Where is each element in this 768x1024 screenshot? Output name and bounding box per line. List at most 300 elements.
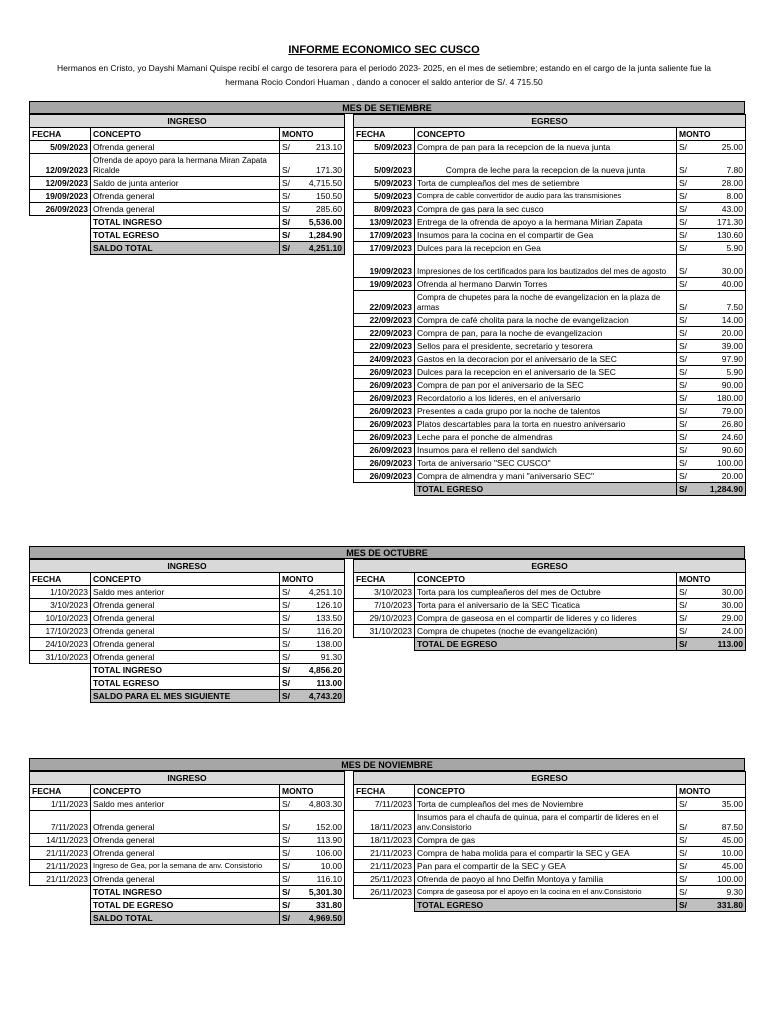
currency-cell: S/	[280, 216, 296, 229]
empty-cell	[354, 483, 415, 496]
concepto-cell: Insumos para el chaufa de quinua, para el compartir de lideres en el anv.Consistorio	[415, 811, 677, 834]
fecha-cell: 10/10/2023	[30, 612, 91, 625]
monto-cell: 8.00	[698, 190, 746, 203]
total-row	[30, 690, 345, 703]
monto-cell: 171.30	[296, 154, 345, 177]
empty-cell	[30, 899, 91, 912]
currency-cell: S/	[280, 677, 296, 690]
group-header: INGRESO	[30, 772, 345, 785]
monto-cell: 116.10	[296, 873, 345, 886]
table-row	[354, 203, 746, 216]
group-header-row	[354, 115, 746, 128]
fecha-cell: 19/09/2023	[354, 255, 415, 278]
currency-cell: S/	[280, 203, 296, 216]
table-row	[354, 612, 746, 625]
fecha-cell: 5/09/2023	[30, 141, 91, 154]
table-row	[354, 216, 746, 229]
concepto-cell: Torta de cumpleaños del mes de Noviembre	[415, 798, 677, 811]
monto-cell: 45.00	[698, 860, 746, 873]
total-value: 1,284.90	[698, 483, 746, 496]
concepto-cell: Recordatorio a los lideres, en el aniversario	[415, 392, 677, 405]
ingreso-column	[29, 559, 344, 703]
column-header-row	[30, 128, 345, 141]
concepto-cell: Compra de almendra y mani "aniversario SEC"	[415, 470, 677, 483]
fecha-cell: 19/09/2023	[30, 190, 91, 203]
table-row	[354, 291, 746, 314]
table-row	[30, 811, 345, 834]
header-concepto: CONCEPTO	[415, 128, 677, 141]
currency-cell: S/	[677, 638, 698, 651]
table-row	[354, 340, 746, 353]
fecha-cell: 26/09/2023	[354, 366, 415, 379]
monto-cell: 45.00	[698, 834, 746, 847]
monto-cell: 5.90	[698, 242, 746, 255]
concepto-cell: Saldo mes anterior	[91, 798, 280, 811]
table-row	[354, 599, 746, 612]
fecha-cell: 22/09/2023	[354, 327, 415, 340]
monto-cell: 14.00	[698, 314, 746, 327]
currency-cell: S/	[677, 625, 698, 638]
total-label: SALDO TOTAL	[91, 912, 280, 925]
table-row	[354, 229, 746, 242]
total-label: SALDO PARA EL MES SIGUIENTE	[91, 690, 280, 703]
total-value: 1,284.90	[296, 229, 345, 242]
empty-cell	[354, 638, 415, 651]
table-row	[354, 457, 746, 470]
concepto-cell: Torta de aniversario "SEC CUSCO"	[415, 457, 677, 470]
total-row	[30, 216, 345, 229]
fecha-cell: 1/11/2023	[30, 798, 91, 811]
empty-cell	[354, 899, 415, 912]
currency-cell: S/	[677, 154, 698, 177]
table-row	[30, 177, 345, 190]
intro-line-1: Hermanos en Cristo, yo Dayshi Mamani Quispe recibí el cargo de tesorera para el periodo 2023- 2025, en el mes de setiembre; estando en el cargo de la junta saliente fue la	[57, 63, 711, 73]
concepto-cell: Ofrenda al hermano Darwin Torres	[415, 278, 677, 291]
concepto-cell: Compra de cable convertidor de audio para las transmisiones	[415, 190, 677, 203]
monto-cell: 28.00	[698, 177, 746, 190]
concepto-cell: Compra de chupetes (noche de evangelización)	[415, 625, 677, 638]
table-row	[354, 625, 746, 638]
total-value: 4,743.20	[296, 690, 345, 703]
monto-cell: 24.00	[698, 625, 746, 638]
table-row	[354, 366, 746, 379]
fecha-cell: 26/09/2023	[354, 392, 415, 405]
monto-cell: 171.30	[698, 216, 746, 229]
fecha-cell: 21/11/2023	[354, 860, 415, 873]
monto-cell: 5.90	[698, 366, 746, 379]
table-row	[354, 392, 746, 405]
currency-cell: S/	[677, 141, 698, 154]
fecha-cell: 18/11/2023	[354, 834, 415, 847]
monto-cell: 90.00	[698, 379, 746, 392]
currency-cell: S/	[677, 899, 698, 912]
concepto-cell: Insumos para la cocina en el compartir de Gea	[415, 229, 677, 242]
monto-cell: 9.30	[698, 886, 746, 899]
header-concepto: CONCEPTO	[415, 573, 677, 586]
currency-cell: S/	[280, 912, 296, 925]
table-row	[30, 586, 345, 599]
currency-cell: S/	[677, 379, 698, 392]
monto-cell: 30.00	[698, 586, 746, 599]
monto-cell: 180.00	[698, 392, 746, 405]
concepto-cell: Ofrenda general	[91, 847, 280, 860]
fecha-cell: 17/09/2023	[354, 242, 415, 255]
table-row	[354, 586, 746, 599]
intro-paragraph	[40, 61, 728, 89]
table-row	[30, 873, 345, 886]
currency-cell: S/	[280, 586, 296, 599]
group-header: EGRESO	[354, 115, 746, 128]
currency-cell: S/	[280, 651, 296, 664]
monto-cell: 130.60	[698, 229, 746, 242]
concepto-cell: Sellos para el presidente, secretario y tesorera	[415, 340, 677, 353]
table-row	[354, 847, 746, 860]
concepto-cell: Leche para el ponche de almendras	[415, 431, 677, 444]
currency-cell: S/	[280, 625, 296, 638]
header-concepto: CONCEPTO	[91, 128, 280, 141]
egreso-table	[353, 559, 746, 651]
group-header-row	[354, 772, 746, 785]
header-fecha: FECHA	[354, 573, 415, 586]
currency-cell: S/	[677, 255, 698, 278]
fecha-cell: 8/09/2023	[354, 203, 415, 216]
currency-cell: S/	[677, 392, 698, 405]
total-row	[30, 242, 345, 255]
concepto-cell: Ofrenda general	[91, 612, 280, 625]
ingreso-column	[29, 114, 344, 255]
monto-cell: 97.90	[698, 353, 746, 366]
monto-cell: 126.10	[296, 599, 345, 612]
currency-cell: S/	[280, 847, 296, 860]
fecha-cell: 5/09/2023	[354, 154, 415, 177]
concepto-cell: Compra de gaseosa en el compartir de lideres y co lideres	[415, 612, 677, 625]
fecha-cell: 26/09/2023	[354, 457, 415, 470]
currency-cell: S/	[280, 190, 296, 203]
month-band: MES DE NOVIEMBRE	[29, 758, 745, 771]
table-row	[30, 190, 345, 203]
egreso-column	[353, 771, 745, 912]
header-monto: MONTO	[280, 573, 345, 586]
table-row	[354, 177, 746, 190]
header-monto: MONTO	[280, 785, 345, 798]
concepto-cell: Dulces para la recepcion en Gea	[415, 242, 677, 255]
fecha-cell: 24/10/2023	[30, 638, 91, 651]
currency-cell: S/	[677, 242, 698, 255]
concepto-cell: Pan para el compartir de la SEC y GEA	[415, 860, 677, 873]
concepto-cell: Compra de café cholita para la noche de evangelizacion	[415, 314, 677, 327]
monto-cell: 40.00	[698, 278, 746, 291]
currency-cell: S/	[280, 141, 296, 154]
total-value: 5,536.00	[296, 216, 345, 229]
fecha-cell: 12/09/2023	[30, 177, 91, 190]
table-row	[354, 444, 746, 457]
fecha-cell: 26/09/2023	[30, 203, 91, 216]
currency-cell: S/	[677, 291, 698, 314]
ingreso-table	[29, 114, 345, 255]
header-fecha: FECHA	[30, 573, 91, 586]
monto-cell: 87.50	[698, 811, 746, 834]
table-row	[354, 379, 746, 392]
concepto-cell: Ofrenda general	[91, 811, 280, 834]
currency-cell: S/	[280, 886, 296, 899]
fecha-cell: 21/11/2023	[30, 860, 91, 873]
concepto-cell: Ofrenda general	[91, 190, 280, 203]
month-band: MES DE SETIEMBRE	[29, 101, 745, 114]
egreso-column	[353, 114, 745, 496]
fecha-cell: 14/11/2023	[30, 834, 91, 847]
concepto-cell: Torta para los cumpleañeros del mes de Octubre	[415, 586, 677, 599]
fecha-cell: 26/09/2023	[354, 470, 415, 483]
monto-cell: 10.00	[296, 860, 345, 873]
table-row	[354, 154, 746, 177]
fecha-cell: 7/11/2023	[30, 811, 91, 834]
group-header: INGRESO	[30, 560, 345, 573]
intro-line-2: hermana Rocio Condori Huaman , dando a conocer el saldo anterior de S/. 4 715.50	[225, 77, 543, 87]
empty-cell	[30, 677, 91, 690]
total-value: 113.00	[296, 677, 345, 690]
empty-cell	[30, 664, 91, 677]
concepto-cell: Compra de gas	[415, 834, 677, 847]
table-row	[354, 811, 746, 834]
table-row	[354, 141, 746, 154]
total-label: SALDO TOTAL	[91, 242, 280, 255]
monto-cell: 152.00	[296, 811, 345, 834]
group-header: EGRESO	[354, 560, 746, 573]
table-row	[30, 798, 345, 811]
concepto-cell: Gastos en la decoracion por el aniversario de la SEC	[415, 353, 677, 366]
currency-cell: S/	[677, 190, 698, 203]
fecha-cell: 26/11/2023	[354, 886, 415, 899]
total-value: 5,301.30	[296, 886, 345, 899]
section-setiembre	[29, 101, 745, 494]
concepto-cell: Platos descartables para la torta en nuestro aniversario	[415, 418, 677, 431]
concepto-cell: Compra de pan, para la noche de evangelizacion	[415, 327, 677, 340]
concepto-cell: Ingreso de Gea, por la semana de anv. Consistorio	[91, 860, 280, 873]
total-value: 4,969.50	[296, 912, 345, 925]
total-label: TOTAL INGRESO	[91, 886, 280, 899]
table-row	[354, 470, 746, 483]
total-row	[30, 229, 345, 242]
currency-cell: S/	[677, 340, 698, 353]
empty-cell	[30, 690, 91, 703]
table-row	[354, 431, 746, 444]
monto-cell: 25.00	[698, 141, 746, 154]
concepto-cell: Ofrenda de apoyo para la hermana Miran Zapata Ricalde	[91, 154, 280, 177]
concepto-cell: Insumos para el relleno del sandwich	[415, 444, 677, 457]
fecha-cell: 18/11/2023	[354, 811, 415, 834]
fecha-cell: 17/09/2023	[354, 229, 415, 242]
group-header: EGRESO	[354, 772, 746, 785]
concepto-cell: Ofrenda general	[91, 625, 280, 638]
header-monto: MONTO	[677, 573, 746, 586]
total-label: TOTAL INGRESO	[91, 216, 280, 229]
total-row	[30, 899, 345, 912]
table-row	[30, 154, 345, 177]
fecha-cell: 1/10/2023	[30, 586, 91, 599]
concepto-cell: Ofrenda de paoyo al hno Delfin Montoya y familia	[415, 873, 677, 886]
currency-cell: S/	[677, 216, 698, 229]
currency-cell: S/	[677, 847, 698, 860]
monto-cell: 79.00	[698, 405, 746, 418]
total-label: TOTAL EGRESO	[91, 229, 280, 242]
currency-cell: S/	[280, 612, 296, 625]
total-label: TOTAL DE EGRESO	[91, 899, 280, 912]
fecha-cell: 22/09/2023	[354, 314, 415, 327]
group-header-row	[354, 560, 746, 573]
monto-cell: 39.00	[698, 340, 746, 353]
fecha-cell: 21/11/2023	[30, 873, 91, 886]
total-row	[30, 886, 345, 899]
report-title: INFORME ECONOMICO SEC CUSCO	[288, 44, 480, 56]
table-row	[30, 651, 345, 664]
currency-cell: S/	[280, 664, 296, 677]
table-row	[30, 638, 345, 651]
ingreso-column	[29, 771, 344, 925]
monto-cell: 4,251.10	[296, 586, 345, 599]
currency-cell: S/	[677, 860, 698, 873]
column-header-row	[30, 573, 345, 586]
monto-cell: 116.20	[296, 625, 345, 638]
concepto-cell: Ofrenda general	[91, 599, 280, 612]
fecha-cell: 12/09/2023	[30, 154, 91, 177]
table-row	[354, 255, 746, 278]
table-row	[354, 353, 746, 366]
concepto-cell: Saldo mes anterior	[91, 586, 280, 599]
header-monto: MONTO	[677, 785, 746, 798]
fecha-cell: 7/10/2023	[354, 599, 415, 612]
group-header-row	[30, 115, 345, 128]
table-row	[30, 847, 345, 860]
fecha-cell: 3/10/2023	[354, 586, 415, 599]
table-row	[354, 327, 746, 340]
monto-cell: 113.90	[296, 834, 345, 847]
fecha-cell: 5/09/2023	[354, 190, 415, 203]
concepto-cell: Saldo de junta anterior	[91, 177, 280, 190]
fecha-cell: 3/10/2023	[30, 599, 91, 612]
monto-cell: 7.50	[698, 291, 746, 314]
fecha-cell: 24/09/2023	[354, 353, 415, 366]
total-label: TOTAL DE EGRESO	[415, 638, 677, 651]
currency-cell: S/	[280, 834, 296, 847]
concepto-cell: Ofrenda general	[91, 873, 280, 886]
section-noviembre	[29, 758, 745, 923]
currency-cell: S/	[677, 612, 698, 625]
table-row	[354, 860, 746, 873]
monto-cell: 4,803.30	[296, 798, 345, 811]
ingreso-table	[29, 771, 345, 925]
currency-cell: S/	[677, 177, 698, 190]
header-concepto: CONCEPTO	[91, 573, 280, 586]
header-fecha: FECHA	[30, 785, 91, 798]
header-fecha: FECHA	[354, 785, 415, 798]
currency-cell: S/	[280, 229, 296, 242]
monto-cell: 30.00	[698, 599, 746, 612]
table-row	[354, 798, 746, 811]
currency-cell: S/	[677, 203, 698, 216]
currency-cell: S/	[280, 873, 296, 886]
concepto-cell: Compra de pan por el aniversario de la SEC	[415, 379, 677, 392]
currency-cell: S/	[280, 860, 296, 873]
concepto-cell: Compra de chupetes para la noche de evangelizacion en la plaza de armas	[415, 291, 677, 314]
header-monto: MONTO	[280, 128, 345, 141]
table-row	[354, 886, 746, 899]
total-row	[30, 677, 345, 690]
header-concepto: CONCEPTO	[415, 785, 677, 798]
concepto-cell: Ofrenda general	[91, 834, 280, 847]
table-row	[354, 405, 746, 418]
currency-cell: S/	[677, 431, 698, 444]
column-header-row	[30, 785, 345, 798]
total-value: 4,251.10	[296, 242, 345, 255]
currency-cell: S/	[677, 886, 698, 899]
monto-cell: 7.80	[698, 154, 746, 177]
total-value: 4,856.20	[296, 664, 345, 677]
fecha-cell: 26/09/2023	[354, 405, 415, 418]
currency-cell: S/	[677, 314, 698, 327]
column-header-row	[354, 573, 746, 586]
header-fecha: FECHA	[354, 128, 415, 141]
currency-cell: S/	[280, 638, 296, 651]
table-row	[30, 141, 345, 154]
concepto-cell: Impresiones de los certificados para los bautizados del mes de agosto	[415, 255, 677, 278]
monto-cell: 35.00	[698, 798, 746, 811]
egreso-column	[353, 559, 745, 651]
monto-cell: 91.30	[296, 651, 345, 664]
total-value: 113.00	[698, 638, 746, 651]
empty-cell	[30, 216, 91, 229]
header-fecha: FECHA	[30, 128, 91, 141]
currency-cell: S/	[677, 444, 698, 457]
table-row	[354, 314, 746, 327]
total-row	[354, 483, 746, 496]
monto-cell: 213.10	[296, 141, 345, 154]
fecha-cell: 13/09/2023	[354, 216, 415, 229]
concepto-cell: Ofrenda general	[91, 141, 280, 154]
table-row	[30, 203, 345, 216]
currency-cell: S/	[677, 278, 698, 291]
table-row	[30, 612, 345, 625]
column-header-row	[354, 128, 746, 141]
currency-cell: S/	[280, 599, 296, 612]
total-value: 331.80	[296, 899, 345, 912]
column-header-row	[354, 785, 746, 798]
concepto-cell: Ofrenda general	[91, 638, 280, 651]
table-row	[354, 242, 746, 255]
currency-cell: S/	[677, 229, 698, 242]
currency-cell: S/	[280, 899, 296, 912]
empty-cell	[30, 912, 91, 925]
currency-cell: S/	[280, 177, 296, 190]
concepto-cell: Entrega de la ofrenda de apoyo a la hermana Mirian Zapata	[415, 216, 677, 229]
egreso-table	[353, 771, 746, 912]
monto-cell: 20.00	[698, 470, 746, 483]
total-label: TOTAL EGRESO	[415, 899, 677, 912]
concepto-cell: Compra de pan para la recepcion de la nueva junta	[415, 141, 677, 154]
currency-cell: S/	[677, 353, 698, 366]
total-label: TOTAL EGRESO	[415, 483, 677, 496]
fecha-cell: 26/09/2023	[354, 431, 415, 444]
concepto-cell: Ofrenda general	[91, 203, 280, 216]
currency-cell: S/	[677, 586, 698, 599]
currency-cell: S/	[677, 599, 698, 612]
currency-cell: S/	[677, 811, 698, 834]
currency-cell: S/	[280, 242, 296, 255]
fecha-cell: 22/09/2023	[354, 340, 415, 353]
empty-cell	[30, 242, 91, 255]
currency-cell: S/	[677, 834, 698, 847]
table-row	[30, 625, 345, 638]
concepto-cell: Torta de cumpleaños del mes de setiembre	[415, 177, 677, 190]
